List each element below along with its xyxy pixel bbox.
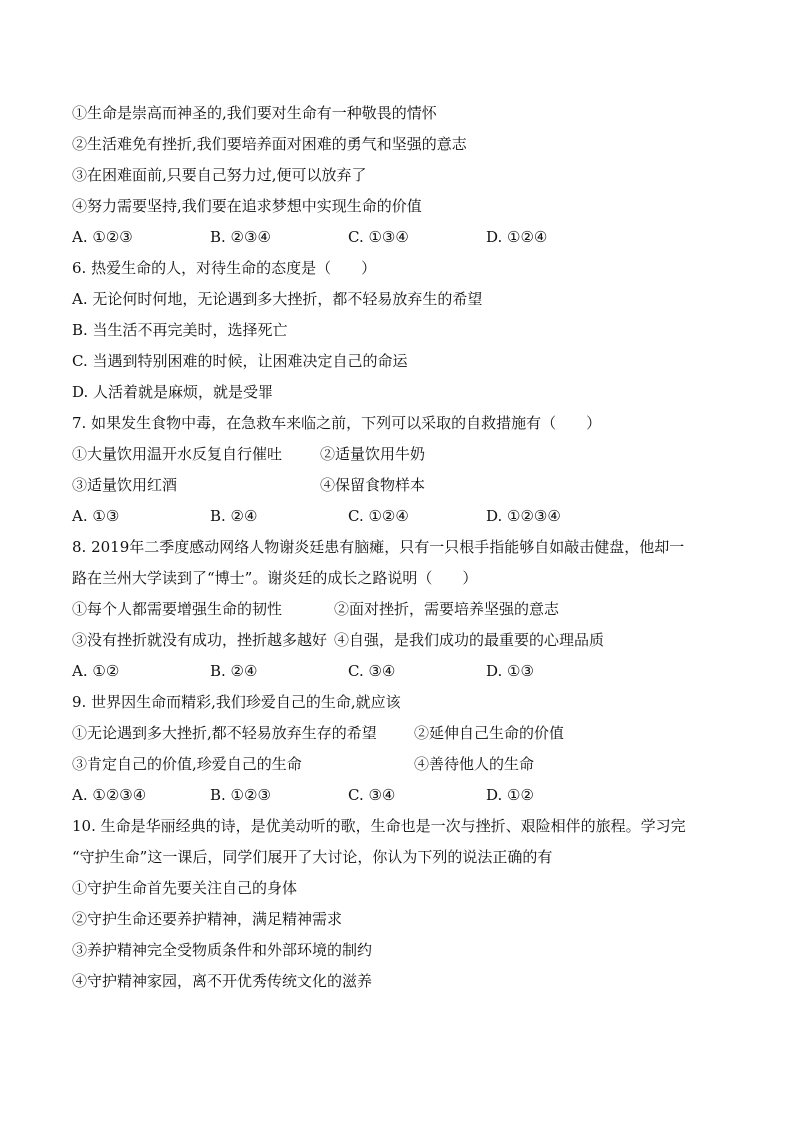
q9-option-a: A. ①②③④ [72, 786, 147, 804]
q5-options [72, 222, 722, 253]
q10-item-1: ①守护生命首先要关注自己的身体 [72, 879, 298, 897]
q7-item-1: ①大量饮用温开水反复自行催吐 [72, 445, 283, 463]
q7-item-2: ②适量饮用牛奶 [320, 445, 426, 463]
question-10 [72, 811, 722, 997]
q8-stem-line-2: 路在兰州大学读到了“博士”。谢炎廷的成长之路说明（ ） [72, 569, 478, 587]
question-list [72, 98, 722, 997]
q7-stem: 7. 如果发生食物中毒，在急救车来临之前，下列可以采取的自救措施有（ ） [72, 414, 602, 432]
q7-items-row-2 [72, 470, 722, 501]
q7-option-c: C. ①②④ [348, 507, 409, 525]
q10-item-2: ②守护生命还要养护精神，满足精神需求 [72, 910, 343, 928]
question-8 [72, 532, 722, 687]
q8-items-row-2 [72, 625, 722, 656]
q6-choice-d: D. 人活着就是麻烦，就是受罪 [72, 383, 274, 401]
q5-option-d: D. ①②④ [486, 228, 548, 246]
q6-choice-c: C. 当遇到特别困难的时候，让困难决定自己的命运 [72, 352, 408, 370]
q7-item-4: ④保留食物样本 [320, 476, 426, 494]
q5-item-1: ①生命是崇高而神圣的,我们要对生命有一种敬畏的情怀 [72, 104, 437, 122]
q7-option-d: D. ①②③④ [486, 507, 561, 525]
q9-items-row-1 [72, 718, 722, 749]
q7-item-3: ③适量饮用红酒 [72, 476, 178, 494]
q8-item-4: ④自强，是我们成功的最重要的心理品质 [334, 631, 605, 649]
q8-item-3: ③没有挫折就没有成功，挫折越多越好 [72, 631, 328, 649]
q7-items-row-1 [72, 439, 722, 470]
question-6 [72, 253, 722, 408]
q8-items-row-1 [72, 594, 722, 625]
q7-option-a: A. ①③ [72, 507, 120, 525]
q9-item-1: ①无论遇到多大挫折,都不轻易放弃生存的希望 [72, 724, 377, 742]
q9-option-d: D. ①② [486, 786, 534, 804]
q9-item-2: ②延伸自己生命的价值 [414, 724, 565, 742]
q10-item-4: ④守护精神家园，离不开优秀传统文化的滋养 [72, 972, 373, 990]
q8-stem-line-1: 8. 2019年二季度感动网络人物谢炎廷患有脑瘫，只有一只根手指能够自如敲击健盘，他却一 [72, 538, 685, 556]
q8-option-d: D. ①③ [486, 662, 534, 680]
q8-option-b: B. ②④ [210, 662, 258, 680]
q8-item-2: ②面对挫折，需要培养坚强的意志 [334, 600, 560, 618]
q5-option-b: B. ②③④ [210, 228, 271, 246]
q8-options [72, 656, 722, 687]
q7-options [72, 501, 722, 532]
q9-option-b: B. ①②③ [210, 786, 271, 804]
q5-item-3: ③在困难面前,只要自己努力过,便可以放弃了 [72, 166, 367, 184]
q6-stem: 6. 热爱生命的人，对待生命的态度是（ ） [72, 259, 377, 277]
q9-stem: 9. 世界因生命而精彩,我们珍爱自己的生命,就应该 [72, 693, 401, 711]
q7-option-b: B. ②④ [210, 507, 258, 525]
q6-choice-a: A. 无论何时何地，无论遇到多大挫折，都不轻易放弃生的希望 [72, 290, 483, 308]
q5-option-c: C. ①③④ [348, 228, 409, 246]
q10-item-3: ③养护精神完全受物质条件和外部环境的制约 [72, 941, 373, 959]
q10-stem-line-1: 10. 生命是华丽经典的诗，是优美动听的歌，生命也是一次与挫折、艰险相伴的旅程。学习完 [72, 817, 686, 835]
q5-option-a: A. ①②③ [72, 228, 133, 246]
q9-option-c: C. ③④ [348, 786, 396, 804]
question-5 [72, 98, 722, 253]
q10-stem-line-2: “守护生命”这一课后，同学们展开了大讨论，你认为下列的说法正确的有 [72, 848, 553, 866]
q9-item-3: ③肯定自己的价值,珍爱自己的生命 [72, 755, 302, 773]
q5-item-4: ④努力需要坚持,我们要在追求梦想中实现生命的价值 [72, 197, 422, 215]
q5-item-2: ②生活难免有挫折,我们要培养面对困难的勇气和坚强的意志 [72, 135, 467, 153]
q8-option-c: C. ③④ [348, 662, 396, 680]
q8-item-1: ①每个人都需要增强生命的韧性 [72, 600, 283, 618]
q8-option-a: A. ①② [72, 662, 120, 680]
q9-items-row-2 [72, 749, 722, 780]
question-7 [72, 408, 722, 532]
q9-options [72, 780, 722, 811]
q6-choice-b: B. 当生活不再完美时，选择死亡 [72, 321, 288, 339]
question-9 [72, 687, 722, 811]
q9-item-4: ④善待他人的生命 [414, 755, 535, 773]
